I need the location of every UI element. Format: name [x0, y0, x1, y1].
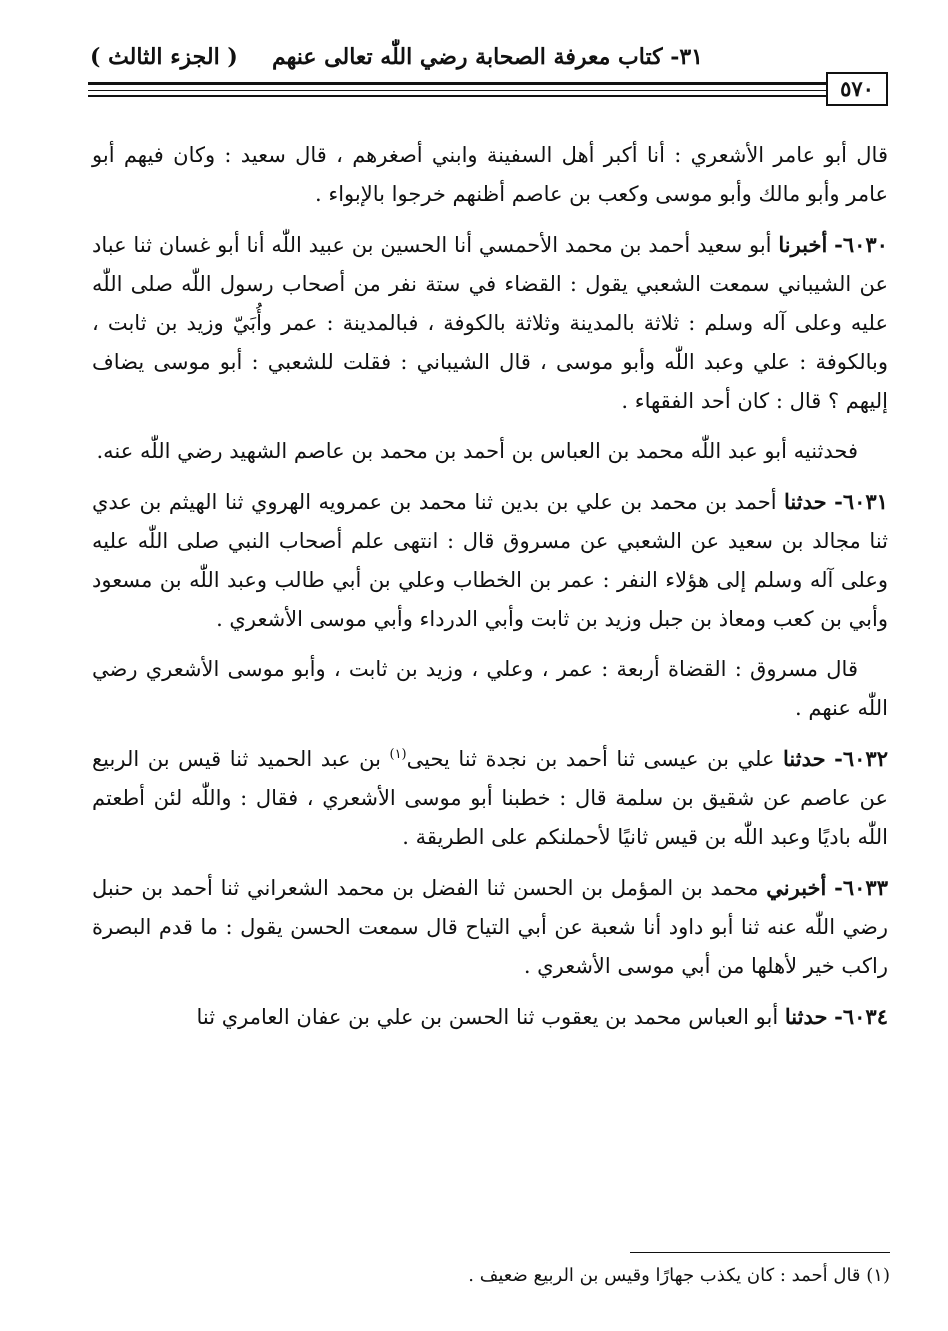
hadith-6031	[92, 482, 888, 639]
running-header-title: ٣١- كتاب معرفة الصحابة رضي اللّٰه تعالى عنهم	[271, 44, 703, 70]
hadith-6030	[92, 225, 888, 421]
hadith-6032	[92, 739, 888, 857]
hadith-6033	[92, 868, 888, 986]
footnote-mark: (١)	[866, 1265, 890, 1286]
hadith-keyword: أخبرني	[766, 875, 827, 900]
header-rule-thick	[88, 82, 830, 85]
hadith-text: أبو سعيد أحمد بن محمد الأحمسي أنا الحسين بن عبيد اللّٰه أنا أبو غسان ثنا عباد عن الشيباني سمعت الشعبي يقول : القضاء في ستة نفر من أصحاب رسول اللّٰه صلى اللّٰه عليه وعلى آله وسلم : ثلاثة بالمدينة وثلاثة بالكوفة ، فبالمدينة : عمر وأُبَيّ وزيد بن ثابت ، وبالكوفة : علي وعبد اللّٰه وأبو موسى ، قال الشيباني : فقلت للشعبي : أبو موسى يضاف إليهم ؟ قال : كان أحد الفقهاء .	[92, 233, 888, 413]
hadith-keyword: حدثنا	[783, 746, 826, 771]
hadith-keyword: حدثنا	[784, 1004, 828, 1029]
hadith-number: ٦٠٣١-	[834, 489, 888, 514]
footnote-text: قال أحمد : كان يكذب جهارًا وقيس بن الربيع ضعيف .	[468, 1265, 861, 1286]
hadith-number: ٦٠٣٢-	[834, 746, 888, 771]
page-number-box: ٥٧٠	[826, 72, 888, 106]
hadith-keyword: أخبرنا	[778, 232, 828, 257]
hadith-number: ٦٠٣٣-	[834, 875, 888, 900]
paragraph-masruq: قال مسروق : القضاة أربعة : عمر ، وعلي ، وزيد بن ثابت ، وأبو موسى الأشعري رضي اللّٰه عنهم .	[92, 657, 888, 720]
hadith-text: أحمد بن محمد بن علي بن بدين ثنا محمد بن عمرويه الهروي ثنا الهيثم بن عدي ثنا مجالد بن سعيد عن الشعبي عن مسروق قال : انتهى علم أصحاب النبي صلى اللّٰه عليه وعلى آله وسلم إلى هؤلاء النفر : عمر بن الخطاب وعلي بن أبي طالب وعبد اللّٰه بن مسعود وأبي بن كعب ومعاذ بن جبل وزيد بن ثابت وأبي الدرداء وأبي موسى الأشعري .	[92, 490, 888, 631]
running-header-part: ( الجزء الثالث )	[90, 44, 238, 70]
main-text	[92, 136, 888, 1048]
hadith-6034	[92, 997, 888, 1037]
footnote	[90, 1262, 890, 1290]
hadith-number: ٦٠٣٤-	[834, 1004, 888, 1029]
paragraph-chain-note: فحدثنيه أبو عبد اللّٰه محمد بن العباس بن أحمد بن محمد بن عاصم الشهيد رضي اللّٰه عنه.	[96, 439, 858, 463]
footnote-rule	[630, 1252, 890, 1253]
hadith-text-part-b: بن عبد الحميد ثنا قيس بن الربيع عن عاصم عن شقيق بن سلمة قال : خطبنا أبو موسى الأشعري ، فقال : واللّٰه لئن أطعتم اللّٰه باديًا وعبد اللّٰه بن قيس ثانيًا لأحملنكم على الطريقة .	[92, 747, 888, 849]
hadith-text: أبو العباس محمد بن يعقوب ثنا الحسن بن علي بن عفان العامري ثنا	[196, 1005, 779, 1029]
footnote-reference[interactable]: (١)	[389, 747, 407, 762]
header-rule-thin	[88, 90, 830, 91]
header-rule-bottom	[88, 95, 830, 97]
hadith-number: ٦٠٣٠-	[834, 232, 888, 257]
hadith-keyword: حدثنا	[784, 489, 827, 514]
hadith-text: محمد بن المؤمل بن الحسن ثنا الفضل بن محمد الشعراني ثنا أحمد بن حنبل رضي اللّٰه عنه ثنا أبو داود أنا شعبة عن أبي التياح قال سمعت الحسن يقول : ما قدم البصرة راكب خير لأهلها من أبي موسى الأشعري .	[92, 876, 888, 978]
paragraph-intro: قال أبو عامر الأشعري : أنا أكبر أهل السفينة وابني أصغرهم ، قال سعيد : وكان فيهم أبو عامر وأبو مالك وأبو موسى وكعب بن عاصم أظنهم خرجوا بالإبواء .	[92, 143, 888, 206]
hadith-text-part-a: علي بن عيسى ثنا أحمد بن نجدة ثنا يحيى	[406, 747, 775, 771]
